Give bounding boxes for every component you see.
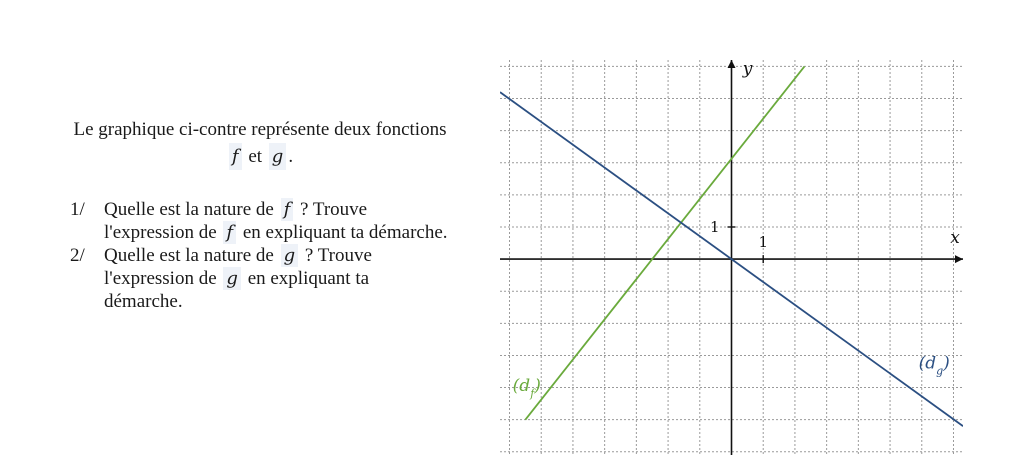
intro-connector: et [248, 146, 263, 167]
intro-line: Le graphique ci-contre représente deux fonctions [73, 119, 447, 140]
x-unit-label: 1 [758, 233, 768, 252]
question-text-part: en expliquant ta démarche. [242, 222, 448, 243]
function-g-symbol: g [223, 267, 241, 290]
question-text-part: Quelle est la nature de [104, 245, 274, 266]
x-axis-label: x [950, 228, 960, 249]
function-f-symbol: f [229, 143, 242, 170]
question-text-part: en expliquant ta démarche. [104, 268, 370, 312]
question-number: 2/ [70, 245, 85, 266]
question-number: 1/ [70, 199, 85, 220]
question-text-part: ? Trouve l'expression de [104, 199, 368, 243]
y-axis-arrow [728, 60, 736, 68]
x-axis-arrow [955, 255, 963, 263]
series-label-f: $(d_f)$ [512, 375, 541, 400]
function-g-symbol: g [269, 143, 287, 170]
question-text-part: Quelle est la nature de [104, 199, 274, 220]
intro-period: . [288, 146, 294, 167]
function-f-symbol: f [223, 221, 236, 244]
function-g-symbol: g [281, 244, 299, 267]
function-f-symbol: f [281, 198, 294, 221]
series-label-g: $(d_g)$ [918, 353, 950, 378]
y-axis-label: y [742, 59, 753, 79]
question-text-part: ? Trouve l'expression de [104, 245, 372, 289]
y-unit-label: 1 [709, 217, 720, 236]
